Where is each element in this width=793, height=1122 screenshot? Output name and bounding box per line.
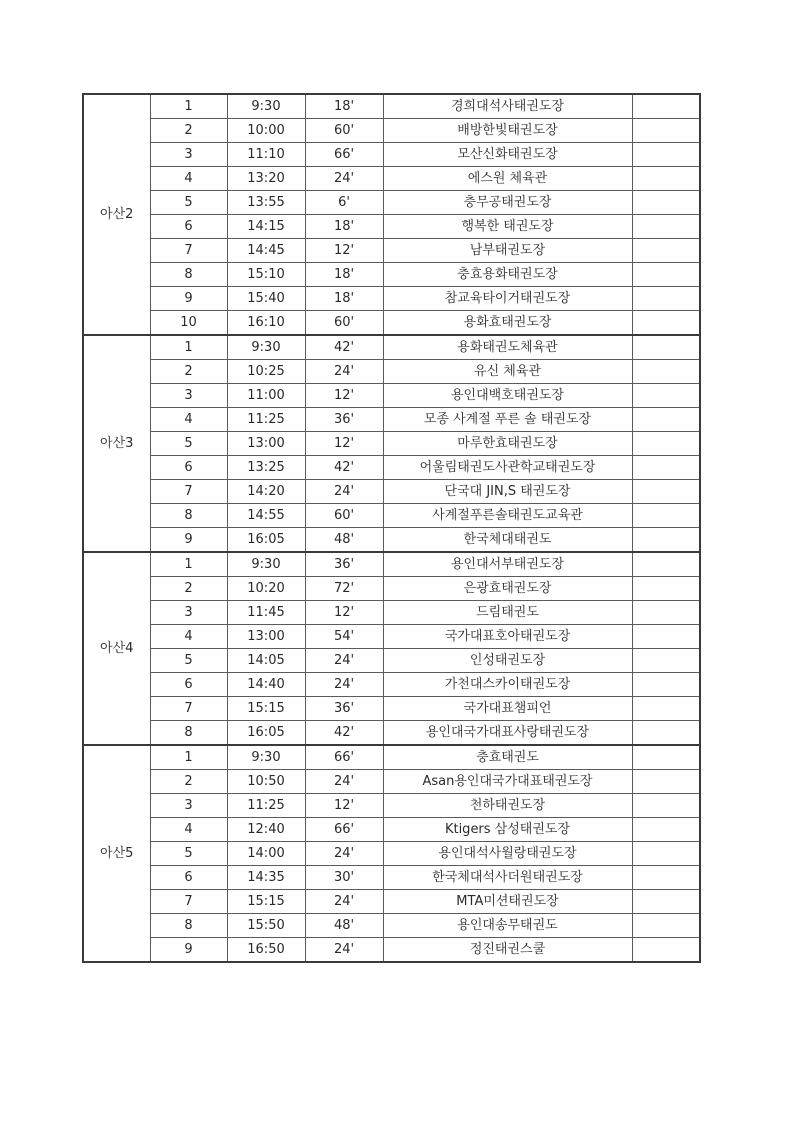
note-cell [632, 287, 700, 311]
table-row [83, 673, 700, 697]
duration: 12' [305, 239, 383, 263]
note-cell [632, 432, 700, 456]
duration: 36' [305, 408, 383, 432]
duration: 24' [305, 770, 383, 794]
note-cell [632, 649, 700, 673]
group-label: 아산4 [83, 552, 150, 745]
dojang-name: 모종 사계절 푸른 솔 태권도장 [383, 408, 632, 432]
table-row [83, 287, 700, 311]
dojang-name: 용인대송무태권도 [383, 914, 632, 938]
start-time: 14:20 [227, 480, 305, 504]
dojang-name: 유신 체육관 [383, 360, 632, 384]
note-cell [632, 721, 700, 746]
duration: 24' [305, 673, 383, 697]
note-cell [632, 890, 700, 914]
table-row [83, 119, 700, 143]
dojang-name: 용화효태권도장 [383, 311, 632, 336]
dojang-name: Asan용인대국가대표태권도장 [383, 770, 632, 794]
dojang-name: 천하태권도장 [383, 794, 632, 818]
table-row [83, 384, 700, 408]
note-cell [632, 504, 700, 528]
row-number: 5 [150, 432, 227, 456]
duration: 12' [305, 794, 383, 818]
start-time: 9:30 [227, 335, 305, 360]
duration: 6' [305, 191, 383, 215]
dojang-name: 용인대석사월랑태권도장 [383, 842, 632, 866]
start-time: 13:55 [227, 191, 305, 215]
row-number: 8 [150, 263, 227, 287]
start-time: 10:00 [227, 119, 305, 143]
table-row [83, 528, 700, 553]
note-cell [632, 697, 700, 721]
duration: 18' [305, 263, 383, 287]
duration: 48' [305, 914, 383, 938]
row-number: 1 [150, 94, 227, 119]
start-time: 11:45 [227, 601, 305, 625]
row-number: 7 [150, 890, 227, 914]
start-time: 16:10 [227, 311, 305, 336]
dojang-name: 단국대 JIN,S 태권도장 [383, 480, 632, 504]
duration: 60' [305, 119, 383, 143]
duration: 24' [305, 480, 383, 504]
note-cell [632, 914, 700, 938]
dojang-name: 용인대서부태권도장 [383, 552, 632, 577]
start-time: 14:45 [227, 239, 305, 263]
start-time: 14:05 [227, 649, 305, 673]
table-row [83, 360, 700, 384]
table-row [83, 143, 700, 167]
table-row [83, 745, 700, 770]
row-number: 2 [150, 119, 227, 143]
table-row [83, 842, 700, 866]
row-number: 5 [150, 191, 227, 215]
note-cell [632, 577, 700, 601]
note-cell [632, 191, 700, 215]
duration: 12' [305, 432, 383, 456]
duration: 18' [305, 215, 383, 239]
dojang-name: 충효용화태권도장 [383, 263, 632, 287]
row-number: 2 [150, 360, 227, 384]
schedule-table [82, 93, 701, 963]
start-time: 11:00 [227, 384, 305, 408]
note-cell [632, 866, 700, 890]
start-time: 10:20 [227, 577, 305, 601]
duration: 54' [305, 625, 383, 649]
duration: 36' [305, 552, 383, 577]
row-number: 10 [150, 311, 227, 336]
row-number: 8 [150, 721, 227, 746]
table-row [83, 408, 700, 432]
duration: 42' [305, 335, 383, 360]
row-number: 3 [150, 384, 227, 408]
row-number: 6 [150, 215, 227, 239]
row-number: 8 [150, 914, 227, 938]
note-cell [632, 311, 700, 336]
row-number: 1 [150, 335, 227, 360]
dojang-name: 에스원 체육관 [383, 167, 632, 191]
dojang-name: 인성태권도장 [383, 649, 632, 673]
table-row [83, 794, 700, 818]
start-time: 10:25 [227, 360, 305, 384]
table-row [83, 480, 700, 504]
duration: 24' [305, 167, 383, 191]
dojang-name: Ktigers 삼성태권도장 [383, 818, 632, 842]
row-number: 3 [150, 143, 227, 167]
dojang-name: 정진태권스쿨 [383, 938, 632, 963]
row-number: 1 [150, 745, 227, 770]
start-time: 13:00 [227, 432, 305, 456]
dojang-name: 용인대백호태권도장 [383, 384, 632, 408]
start-time: 15:15 [227, 697, 305, 721]
table-row [83, 601, 700, 625]
table-row [83, 432, 700, 456]
duration: 36' [305, 697, 383, 721]
note-cell [632, 167, 700, 191]
duration: 24' [305, 360, 383, 384]
row-number: 5 [150, 842, 227, 866]
table-row [83, 770, 700, 794]
note-cell [632, 818, 700, 842]
start-time: 9:30 [227, 94, 305, 119]
duration: 24' [305, 649, 383, 673]
duration: 72' [305, 577, 383, 601]
start-time: 11:25 [227, 794, 305, 818]
table-row [83, 866, 700, 890]
duration: 60' [305, 504, 383, 528]
start-time: 15:40 [227, 287, 305, 311]
dojang-name: 남부태권도장 [383, 239, 632, 263]
start-time: 13:00 [227, 625, 305, 649]
start-time: 12:40 [227, 818, 305, 842]
duration: 60' [305, 311, 383, 336]
note-cell [632, 673, 700, 697]
dojang-name: MTA미션태권도장 [383, 890, 632, 914]
start-time: 15:10 [227, 263, 305, 287]
note-cell [632, 239, 700, 263]
duration: 24' [305, 938, 383, 963]
dojang-name: 마루한효태권도장 [383, 432, 632, 456]
duration: 24' [305, 890, 383, 914]
dojang-name: 사계절푸른솔태권도교육관 [383, 504, 632, 528]
dojang-name: 충무공태권도장 [383, 191, 632, 215]
table-row [83, 239, 700, 263]
start-time: 11:25 [227, 408, 305, 432]
row-number: 6 [150, 456, 227, 480]
table-row [83, 167, 700, 191]
start-time: 14:35 [227, 866, 305, 890]
start-time: 9:30 [227, 552, 305, 577]
note-cell [632, 842, 700, 866]
note-cell [632, 384, 700, 408]
row-number: 9 [150, 528, 227, 553]
start-time: 14:00 [227, 842, 305, 866]
table-row [83, 335, 700, 360]
start-time: 16:50 [227, 938, 305, 963]
note-cell [632, 456, 700, 480]
note-cell [632, 552, 700, 577]
duration: 12' [305, 601, 383, 625]
duration: 66' [305, 818, 383, 842]
start-time: 13:25 [227, 456, 305, 480]
note-cell [632, 480, 700, 504]
dojang-name: 국가대표호아태권도장 [383, 625, 632, 649]
row-number: 7 [150, 480, 227, 504]
dojang-name: 용화태권도체육관 [383, 335, 632, 360]
row-number: 1 [150, 552, 227, 577]
row-number: 9 [150, 287, 227, 311]
row-number: 2 [150, 577, 227, 601]
duration: 66' [305, 745, 383, 770]
row-number: 4 [150, 408, 227, 432]
table-row [83, 938, 700, 963]
dojang-name: 은광효태권도장 [383, 577, 632, 601]
table-row [83, 552, 700, 577]
start-time: 11:10 [227, 143, 305, 167]
note-cell [632, 625, 700, 649]
group-label: 아산3 [83, 335, 150, 552]
table-row [83, 721, 700, 746]
note-cell [632, 528, 700, 553]
duration: 18' [305, 287, 383, 311]
dojang-name: 경희대석사태권도장 [383, 94, 632, 119]
duration: 12' [305, 384, 383, 408]
row-number: 3 [150, 601, 227, 625]
dojang-name: 드림태권도 [383, 601, 632, 625]
start-time: 16:05 [227, 721, 305, 746]
start-time: 13:20 [227, 167, 305, 191]
dojang-name: 한국체대태권도 [383, 528, 632, 553]
row-number: 6 [150, 673, 227, 697]
table-row [83, 191, 700, 215]
row-number: 4 [150, 167, 227, 191]
dojang-name: 용인대국가대표사랑태권도장 [383, 721, 632, 746]
start-time: 15:15 [227, 890, 305, 914]
start-time: 14:55 [227, 504, 305, 528]
table-row [83, 504, 700, 528]
start-time: 14:40 [227, 673, 305, 697]
table-row [83, 649, 700, 673]
table-row [83, 94, 700, 119]
note-cell [632, 360, 700, 384]
group-label: 아산2 [83, 94, 150, 335]
table-row [83, 263, 700, 287]
dojang-name: 국가대표챔피언 [383, 697, 632, 721]
duration: 42' [305, 456, 383, 480]
note-cell [632, 745, 700, 770]
table-row [83, 311, 700, 336]
start-time: 16:05 [227, 528, 305, 553]
note-cell [632, 408, 700, 432]
note-cell [632, 215, 700, 239]
note-cell [632, 263, 700, 287]
duration: 24' [305, 842, 383, 866]
row-number: 3 [150, 794, 227, 818]
start-time: 9:30 [227, 745, 305, 770]
note-cell [632, 94, 700, 119]
duration: 48' [305, 528, 383, 553]
row-number: 4 [150, 818, 227, 842]
table-row [83, 625, 700, 649]
table-row [83, 215, 700, 239]
start-time: 10:50 [227, 770, 305, 794]
note-cell [632, 601, 700, 625]
dojang-name: 가천대스카이태권도장 [383, 673, 632, 697]
note-cell [632, 119, 700, 143]
table-row [83, 577, 700, 601]
dojang-name: 행복한 태권도장 [383, 215, 632, 239]
row-number: 5 [150, 649, 227, 673]
dojang-name: 한국체대석사더원태권도장 [383, 866, 632, 890]
table-row [83, 456, 700, 480]
table-row [83, 890, 700, 914]
note-cell [632, 938, 700, 963]
row-number: 8 [150, 504, 227, 528]
dojang-name: 충효태권도 [383, 745, 632, 770]
note-cell [632, 143, 700, 167]
row-number: 7 [150, 697, 227, 721]
duration: 42' [305, 721, 383, 746]
duration: 30' [305, 866, 383, 890]
row-number: 9 [150, 938, 227, 963]
group-label: 아산5 [83, 745, 150, 962]
dojang-name: 어울림태권도사관학교태권도장 [383, 456, 632, 480]
row-number: 2 [150, 770, 227, 794]
table-row [83, 818, 700, 842]
table-row [83, 914, 700, 938]
schedule-body [83, 94, 700, 962]
row-number: 7 [150, 239, 227, 263]
dojang-name: 배방한빛태권도장 [383, 119, 632, 143]
duration: 18' [305, 94, 383, 119]
dojang-name: 참교육타이거태권도장 [383, 287, 632, 311]
note-cell [632, 794, 700, 818]
row-number: 6 [150, 866, 227, 890]
note-cell [632, 770, 700, 794]
start-time: 14:15 [227, 215, 305, 239]
table-row [83, 697, 700, 721]
row-number: 4 [150, 625, 227, 649]
note-cell [632, 335, 700, 360]
dojang-name: 모산신화태권도장 [383, 143, 632, 167]
duration: 66' [305, 143, 383, 167]
start-time: 15:50 [227, 914, 305, 938]
